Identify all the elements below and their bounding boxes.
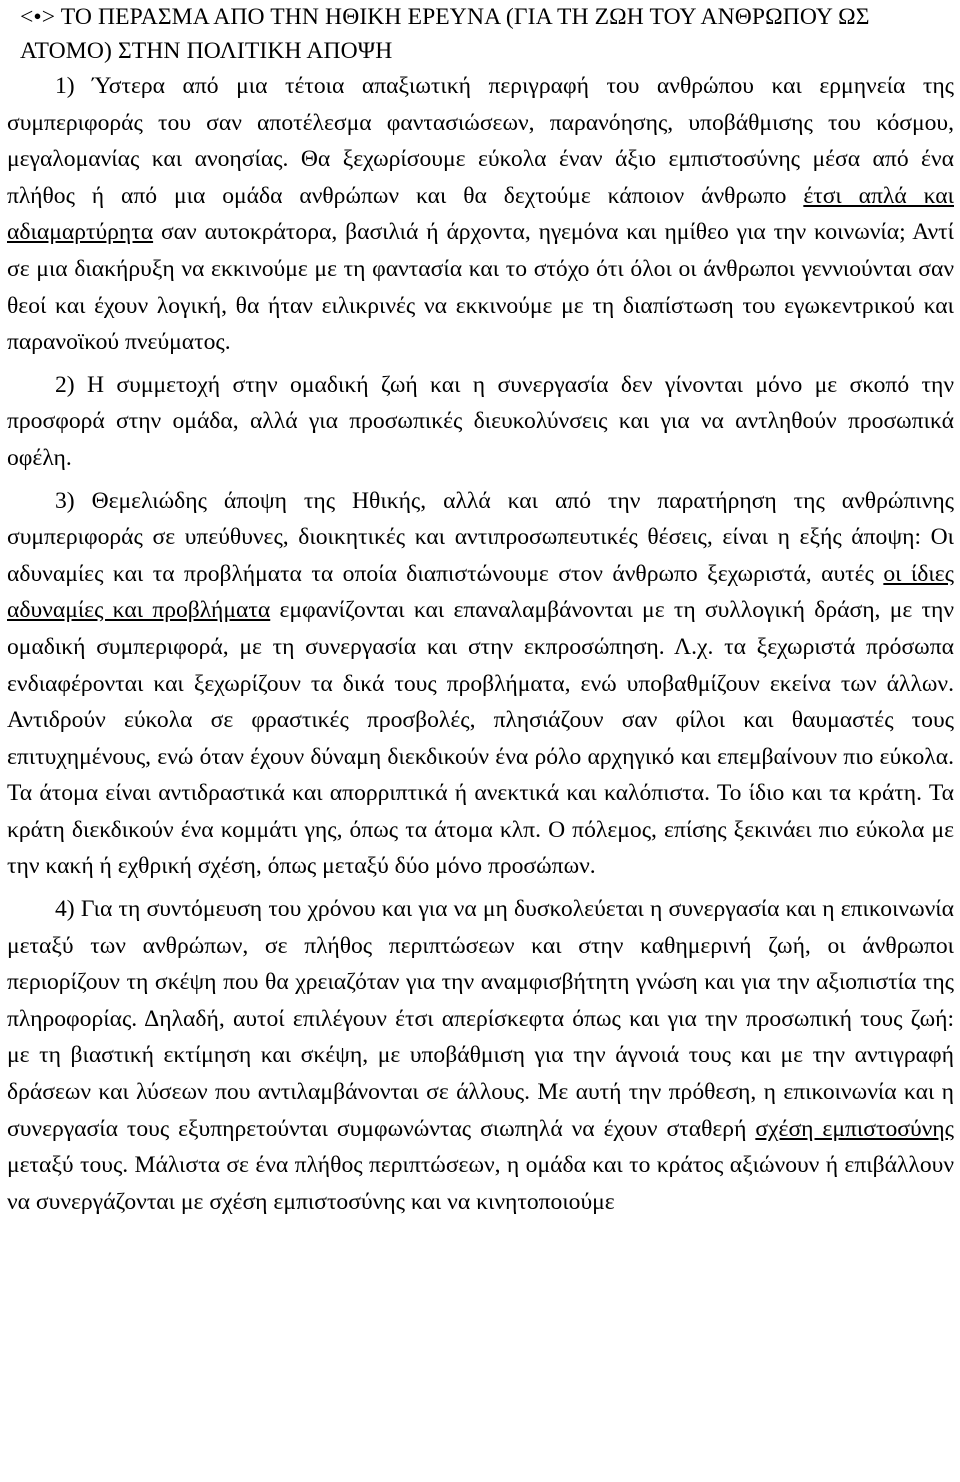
paragraph-3 (7, 483, 954, 886)
paragraph-1-text-end: σαν αυτοκράτορα, βασιλιά ή άρχοντα, ηγεμόνα και ημίθεο για την κοινωνία; Αντί σε μια διακήρυξη να εκκινούμε με τη φαντασία και το στόχο ότι όλοι οι άνθρωποι γεννιούνται σαν θεοί και έχουν λογική, θα ήταν ειλικρινές να εκκινούμε με τη διαπίστωση του εγωκεντρικού και παρανοϊκού πνεύματος. (7, 219, 954, 356)
section-heading: <•> ΤΟ ΠΕΡΑΣΜΑ ΑΠΟ ΤΗΝ ΗΘΙΚΗ ΕΡΕΥΝΑ (ΓΙΑ ΤΗ ΖΩΗ ΤΟΥ ΑΝΘΡΩΠΟΥ ΩΣ ΑΤΟΜΟ) ΣΤΗΝ ΠΟΛΙΤΙΚΗ ΑΠΟΨΗ (20, 4, 870, 64)
paragraph-3-underlined-phrase: οι ίδιες αδυναμίες και προβλήματα (7, 560, 954, 624)
paragraph-2: 2) Η συμμετοχή στην ομαδική ζωή και η συνεργασία δεν γίνονται μόνο με σκοπό την προσφορά στην ομάδα, αλλά για προσωπικές διευκολύνσεις και για να αντληθούν προσωπικά οφέλη. (7, 371, 954, 471)
document-page (7, 0, 954, 1220)
paragraph-4-text-start: 4) Για τη συντόμευση του χρόνου και για να μη δυσκολεύεται η συνεργασία και η επικοινωνία μεταξύ των ανθρώπων, σε πλήθος περιπτώσεων και στην καθημερινή ζωή, οι άνθρωποι περιορίζουν τη σκέψη που θα χρειαζόταν για την αναμφισβήτητη γνώση και για την αξιοπιστία της πληροφορίας. Δηλαδή, αυτοί επιλέγουν έτσι απερίσκεφτα όπως και για την προσωπική τους ζωή: με τη βιαστική εκτίμηση και σκέψη, με υποβάθμιση για την άγνοιά τους και με την αντιγραφή δράσεων και λύσεων που αντιλαμβάνονται σε άλλους. Με αυτή την πρόθεση, η επικοινωνία και η συνεργασία τους εξυπηρετούνται συμφωνώντας σιωπηλά να έχουν σταθερή (7, 896, 954, 1142)
paragraph-1 (7, 68, 954, 361)
paragraph-1-text-start: 1) Ύστερα από μια τέτοια απαξιωτική περιγραφή του ανθρώπου και ερμηνεία της συμπεριφοράς του σαν αποτέλεσμα φαντασιώσεων, παρανόησης, υποβάθμισης του κόσμου, μεγαλομανίας και ανοησίας. Θα ξεχωρίσουμε εύκολα έναν άξιο εμπιστοσύνης μέσα από ένα πλήθος ή από μια ομάδα ανθρώπων και θα δεχτούμε κάποιον άνθρωπο (7, 73, 954, 209)
paragraph-3-text-start: 3) Θεμελιώδης άποψη της Ηθικής, αλλά και από την παρατήρηση της ανθρώπινης συμπεριφοράς σε υπεύθυνες, διοικητικές και αντιπροσωπευτικές θέσεις, είναι η εξής άποψη: Οι αδυναμίες και τα προβλήματα τα οποία διαπιστώνουμε στον άνθρωπο ξεχωριστά, αυτές (7, 487, 954, 587)
paragraph-4 (7, 891, 954, 1220)
paragraph-3-text-end: εμφανίζονται και επαναλαμβάνονται με τη συλλογική δράση, με την ομαδική συμπεριφορά, με τη συνεργασία και στην εκπροσώπηση. Λ.χ. τα ξεχωριστά πρόσωπα ενδιαφέρονται και ξεχωρίζουν τα δικά τους προβλήματα, ενώ υποβαθμίζουν εκείνα των άλλων. Αντιδρούν εύκολα σε φραστικές προσβολές, πλησιάζουν σαν φίλοι και θαυμαστές τους επιτυχημένους, ενώ όταν έχουν δύναμη διεκδικούν ένα ρόλο αρχηγικό και επεμβαίνουν πιο εύκολα. Τα άτομα είναι αντιδραστικά και απορριπτικά ή ανεκτικά και καλόπιστα. Το ίδιο και τα κράτη. Τα κράτη διεκδικούν ένα κομμάτι γης, όπως τα άτομα κλπ. Ο πόλεμος, επίσης ξεκινάει πιο εύκολα με την κακή ή εχθρική σχέση, όπως μεταξύ δύο μόνο προσώπων. (7, 597, 954, 880)
paragraph-4-text-end: μεταξύ τους. Μάλιστα σε ένα πλήθος περιπτώσεων, η ομάδα και το κράτος αξιώνουν ή επιβάλλουν να συνεργάζονται με σχέση εμπιστοσύνης και να κινητοποιούμε (7, 1152, 954, 1215)
paragraph-1-underlined-phrase: έτσι απλά και αδιαμαρτύρητα (7, 182, 954, 246)
paragraph-4-underlined-phrase: σχέση εμπιστοσύνης (755, 1115, 954, 1142)
